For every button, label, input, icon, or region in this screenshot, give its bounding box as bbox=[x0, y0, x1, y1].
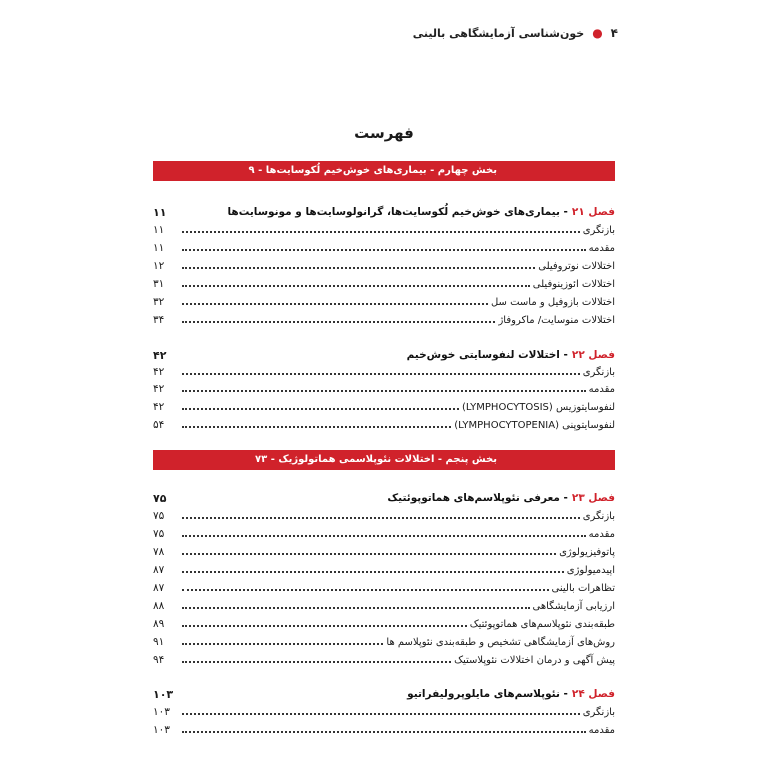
toc-entry[interactable] bbox=[153, 293, 615, 311]
entry-title: اختلالات بازوفیل و ماست سل bbox=[490, 297, 615, 308]
chapter-23-heading[interactable] bbox=[153, 489, 615, 507]
entry-title: مقدمه bbox=[588, 384, 615, 395]
page-ref: ۱۲ bbox=[153, 260, 165, 272]
entry-title: تظاهرات بالینی bbox=[551, 583, 615, 594]
chapter-title: - نئوپلاسم‌های مایلوپرولیفراتیو bbox=[407, 688, 568, 700]
page-ref: ۱۱ bbox=[153, 242, 165, 254]
page-ref: ۵۴ bbox=[153, 419, 165, 431]
toc-entry[interactable] bbox=[153, 380, 615, 398]
page-ref: ۴۲ bbox=[153, 348, 167, 362]
page-ref: ۴۲ bbox=[153, 383, 165, 395]
dot-leader bbox=[182, 231, 580, 233]
chapter-title: - معرفی نئوپلاسم‌های هماتوپوئتیک bbox=[387, 492, 568, 504]
entry-title: بازنگری bbox=[582, 511, 615, 522]
dot-leader bbox=[182, 625, 467, 627]
page-ref: ۴۲ bbox=[153, 366, 165, 378]
toc-entry[interactable] bbox=[153, 543, 615, 561]
page-ref: ۳۱ bbox=[153, 278, 165, 290]
chapter-21-heading[interactable] bbox=[153, 203, 615, 221]
entry-title: اختلالات ائوزینوفیلی bbox=[532, 279, 615, 290]
toc-title: فهرست bbox=[354, 124, 414, 142]
page-ref: ۹۴ bbox=[153, 654, 165, 666]
page-ref: ۴۲ bbox=[153, 401, 165, 413]
entry-title: اختلالات منوسایت/ ماکروفاژ bbox=[498, 315, 615, 326]
page-ref: ۸۷ bbox=[153, 564, 165, 576]
page-ref: ۱۱ bbox=[153, 205, 167, 219]
book-title: خون‌شناسی آزمایشگاهی بالینی bbox=[412, 26, 585, 40]
chapter-label: فصل ۲۴ bbox=[571, 688, 615, 700]
toc-entry[interactable] bbox=[153, 703, 615, 721]
page-ref: ۱۰۳ bbox=[153, 687, 174, 701]
dot-leader bbox=[182, 553, 556, 555]
chapter-label: فصل ۲۱ bbox=[571, 206, 615, 218]
dot-leader bbox=[182, 373, 580, 375]
entry-title: لنفوسایتوزیس (LYMPHOCYTOSIS) bbox=[462, 402, 615, 413]
toc-entry[interactable] bbox=[153, 311, 615, 329]
dot-leader bbox=[182, 321, 495, 323]
entry-title: لنفوسایتوپنی (LYMPHOCYTOPENIA) bbox=[454, 420, 615, 431]
dot-leader bbox=[182, 390, 586, 392]
dot-leader bbox=[182, 713, 580, 715]
dot-leader bbox=[182, 535, 586, 537]
bullet-icon: ● bbox=[592, 26, 603, 40]
page-ref: ۷۵ bbox=[153, 528, 165, 540]
entry-title: ارزیابی آزمایشگاهی bbox=[532, 601, 615, 612]
page-ref: ۷۸ bbox=[153, 546, 165, 558]
chapter-label: فصل ۲۲ bbox=[571, 349, 615, 361]
page-ref: ۸۸ bbox=[153, 600, 165, 612]
chapter-24-heading[interactable] bbox=[153, 685, 615, 703]
entry-title: بازنگری bbox=[582, 367, 615, 378]
toc-entry[interactable] bbox=[153, 363, 615, 381]
chapter-title: - اختلالات لنفوسایتی خوش‌خیم bbox=[406, 349, 568, 361]
dot-leader bbox=[182, 571, 564, 573]
dot-leader bbox=[182, 607, 530, 609]
page-number: ۴ bbox=[610, 26, 618, 40]
page-ref: ۳۲ bbox=[153, 296, 165, 308]
toc-entry[interactable] bbox=[153, 579, 615, 597]
dot-leader bbox=[182, 426, 451, 428]
part-5-banner[interactable]: بخش پنجم - اختلالات نئوپلاسمی هماتولوژیک - ۷۳ bbox=[153, 450, 615, 470]
entry-title: اپیدمیولوژی bbox=[566, 565, 615, 576]
page-ref: ۸۷ bbox=[153, 582, 165, 594]
toc-entry[interactable] bbox=[153, 257, 615, 275]
page-ref: ۱۱ bbox=[153, 224, 165, 236]
entry-title: پیش آگهی و درمان اختلالات نئوپلاستیک bbox=[454, 655, 615, 666]
dot-leader bbox=[182, 285, 530, 287]
entry-title: بازنگری bbox=[582, 707, 615, 718]
dot-leader bbox=[182, 267, 535, 269]
toc-entry[interactable] bbox=[153, 221, 615, 239]
dot-leader bbox=[182, 517, 580, 519]
entry-title: مقدمه bbox=[588, 243, 615, 254]
page-ref: ۱۰۳ bbox=[153, 706, 170, 718]
toc-entry[interactable] bbox=[153, 416, 615, 434]
entry-title: بازنگری bbox=[582, 225, 615, 236]
chapter-label: فصل ۲۳ bbox=[571, 492, 615, 504]
page-ref: ۸۹ bbox=[153, 618, 165, 630]
page-ref: ۱۰۳ bbox=[153, 724, 170, 736]
entry-title: طبقه‌بندی نئوپلاسم‌های هماتوپوئتیک bbox=[469, 619, 615, 630]
toc-entry[interactable] bbox=[153, 721, 615, 739]
entry-title: اختلالات نوتروفیلی bbox=[538, 261, 615, 272]
page-ref: ۷۵ bbox=[153, 491, 167, 505]
dot-leader bbox=[182, 589, 549, 591]
part-4-banner[interactable]: بخش چهارم - بیماری‌های خوش‌خیم لُکوسایت‌ها - ۹ bbox=[153, 161, 615, 181]
running-head bbox=[413, 26, 618, 40]
entry-title: مقدمه bbox=[588, 529, 615, 540]
chapter-title: - بیماری‌های خوش‌خیم لُکوسایت‌ها، گرانولوسایت‌ها و مونوسایت‌ها bbox=[227, 206, 568, 218]
toc-entry[interactable] bbox=[153, 561, 615, 579]
entry-title: روش‌های آزمایشگاهی تشخیص و طبقه‌بندی نئوپلاسم ها bbox=[386, 637, 615, 648]
toc-entry[interactable] bbox=[153, 633, 615, 651]
toc-entry[interactable] bbox=[153, 651, 615, 669]
toc-entry[interactable] bbox=[153, 275, 615, 293]
page-ref: ۳۴ bbox=[153, 314, 165, 326]
toc-entry[interactable] bbox=[153, 525, 615, 543]
page-ref: ۷۵ bbox=[153, 510, 165, 522]
chapter-22-heading[interactable] bbox=[153, 346, 615, 364]
dot-leader bbox=[182, 731, 586, 733]
toc-entry[interactable] bbox=[153, 615, 615, 633]
dot-leader bbox=[182, 643, 383, 645]
toc-entry[interactable] bbox=[153, 239, 615, 257]
dot-leader bbox=[182, 303, 488, 305]
entry-title: مقدمه bbox=[588, 725, 615, 736]
toc-entry[interactable] bbox=[153, 597, 615, 615]
dot-leader bbox=[182, 249, 586, 251]
entry-title: پاتوفیزیولوژی bbox=[559, 547, 615, 558]
page-ref: ۹۱ bbox=[153, 636, 165, 648]
toc-entry[interactable] bbox=[153, 398, 615, 416]
dot-leader bbox=[182, 408, 459, 410]
dot-leader bbox=[182, 661, 451, 663]
toc-entry[interactable] bbox=[153, 507, 615, 525]
